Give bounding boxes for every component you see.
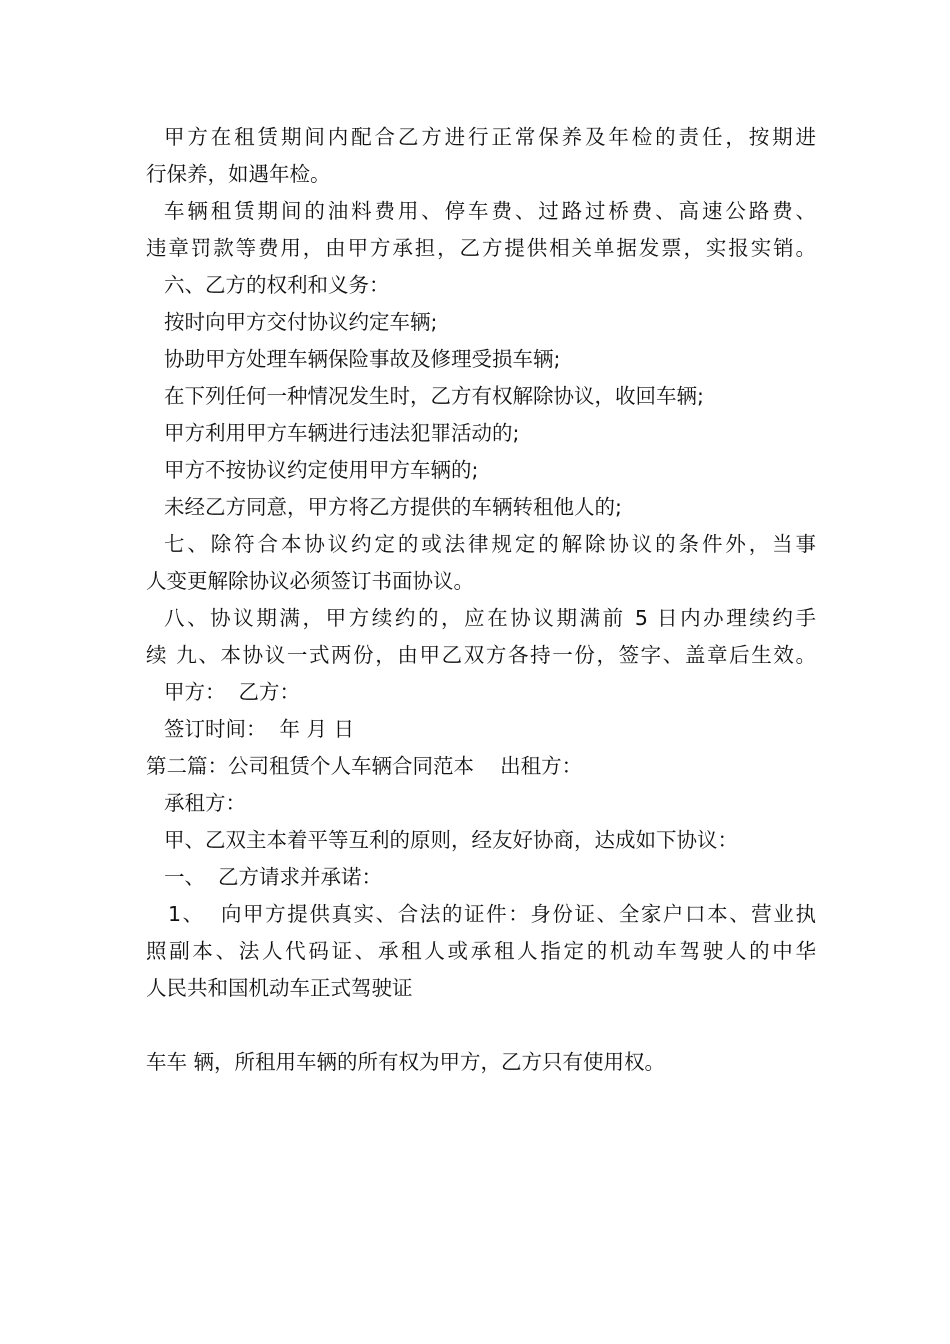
paragraph-line: 甲方在租赁期间内配合乙方进行正常保养及年检的责任，按期进 [164, 125, 816, 149]
paragraph-line: 八、协议期满，甲方续约的，应在协议期满前 5 日内办理续约手 [164, 606, 816, 630]
signature-parties: 甲方： 乙方： [164, 680, 301, 704]
paragraph-line: 甲、乙双主本着平等互利的原则，经友好协商，达成如下协议： [164, 828, 738, 852]
paragraph-line: 照副本、法人代码证、承租人或承租人指定的机动车驾驶人的中华 [146, 939, 816, 963]
paragraph-line: 按时向甲方交付协议约定车辆; [164, 310, 438, 334]
section-heading: 六、乙方的权利和义务： [164, 273, 390, 297]
paragraph-line: 行保养，如遇年检。 [146, 162, 331, 186]
item-3-line-2 [146, 1118, 816, 1154]
section-heading: 一、 乙方请求并承诺： [164, 865, 383, 889]
paragraph-line: 人变更解除协议必须签订书面协议。 [146, 569, 474, 593]
signing-date: 签订时间： 年 月 日 [164, 717, 355, 741]
item-4-line [168, 1155, 816, 1191]
paragraph-line: 七、除符合本协议约定的或法律规定的解除协议的条件外，当事 [164, 532, 816, 556]
paragraph-line: 未经乙方同意，甲方将乙方提供的车辆转租他人的; [164, 495, 622, 519]
paragraph-line: 违章罚款等费用，由甲方承担，乙方提供相关单据发票，实报实销。 [146, 236, 816, 260]
paragraph-line: 协助甲方处理车辆保险事故及修理受损车辆; [164, 347, 561, 371]
item-3-line [168, 1081, 816, 1117]
item-2-line [168, 1007, 816, 1043]
paragraph-line: 甲方不按协议约定使用甲方车辆的; [164, 458, 479, 482]
paragraph-line: 甲方利用甲方车辆进行违法犯罪活动的; [164, 421, 520, 445]
paragraph-line: 续 九、本协议一式两份，由甲乙双方各持一份，签字、盖章后生效。 [146, 643, 816, 667]
paragraph-line: 在下列任何一种情况发生时，乙方有权解除协议，收回车辆; [164, 384, 704, 408]
paragraph-line: 车辆租赁期间的油料费用、停车费、过路过桥费、高速公路费、 [164, 199, 816, 223]
lessee-label: 承租方： [164, 791, 246, 815]
chapter-title: 第二篇：公司租赁个人车辆合同范本 出租方： [146, 754, 583, 778]
paragraph-line: 人民共和国机动车正式驾驶证 [146, 976, 413, 1000]
paragraph-line: 车车 辆，所租用车辆的所有权为甲方，乙方只有使用权。 [146, 1050, 666, 1074]
paragraph-line: 1、 向甲方提供真实、合法的证件：身份证、全家户口本、营业执 [168, 902, 816, 926]
